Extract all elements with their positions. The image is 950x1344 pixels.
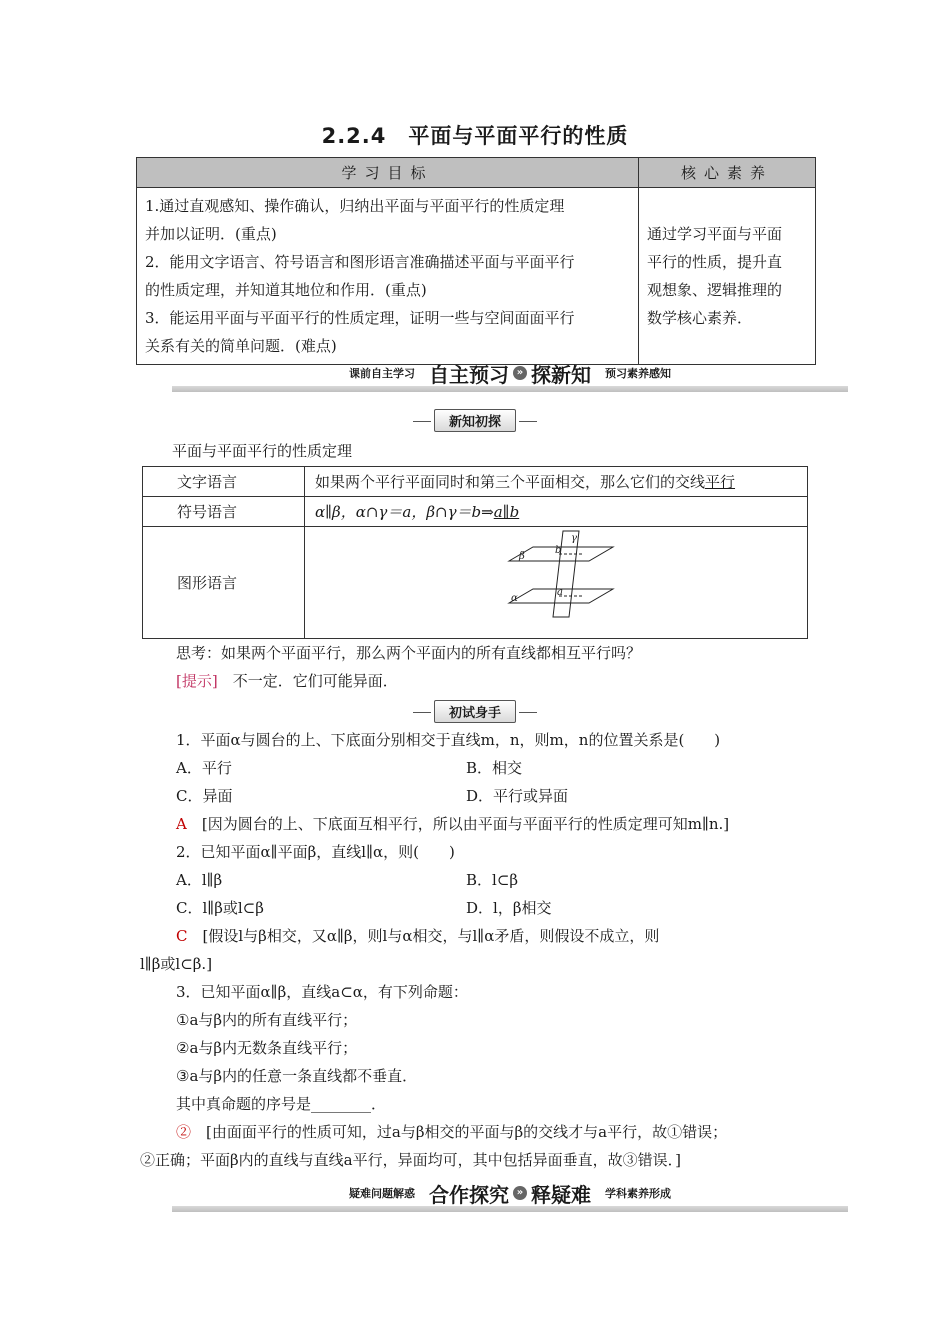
goals-header: 学习目标 <box>137 158 639 188</box>
q2-answer: C [假设l与β相交，又α∥β，则l与α相交，与l∥α矛盾，则假设不成立，则 <box>176 927 660 945</box>
think-question: 思考：如果两个平面平行，那么两个平面内的所有直线都相互平行吗？ <box>176 644 642 662</box>
tag-first-try: 初试身手 <box>0 700 950 723</box>
q3-answer-cont: ②正确；平面β内的直线与直线a平行，异面均可，其中包括异面垂直，故③错误．] <box>140 1151 681 1169</box>
label-alpha: α <box>511 592 518 604</box>
label-gamma: γ <box>571 532 577 544</box>
q3-prop-2: ②a与β内无数条直线平行； <box>176 1039 358 1057</box>
q3-prop-3: ③a与β内的任意一条直线都不垂直． <box>176 1067 418 1085</box>
q3-ask: 其中真命题的序号是________． <box>176 1095 387 1113</box>
page-title: 2.2.4 平面与平面平行的性质 <box>321 124 629 148</box>
q2-option-b: B．l⊂β <box>466 871 519 889</box>
tag-new-knowledge: 新知初探 <box>0 409 950 432</box>
label-beta: β <box>519 550 525 562</box>
section-banner-explore: 疑难问题解惑 合作探究 » 释疑难 学科素养形成 <box>349 1182 671 1207</box>
label-a: a <box>557 586 563 598</box>
row-label-text: 文字语言 <box>143 467 305 497</box>
goals-table <box>136 157 816 365</box>
row-symbol-language: α∥β，α∩γ＝a，β∩γ＝b⇒a∥b <box>305 497 808 527</box>
q3-prop-1: ①a与β内的所有直线平行； <box>176 1011 358 1029</box>
arrow-icon: » <box>513 366 527 380</box>
theorem-title: 平面与平面平行的性质定理 <box>172 442 353 460</box>
q2-stem: 2．已知平面α∥平面β，直线l∥α，则( ) <box>176 843 455 861</box>
q2-option-d: D．l，β相交 <box>466 899 552 917</box>
q2-option-a: A．l∥β <box>176 871 223 889</box>
parallel-planes-figure <box>491 529 621 633</box>
q3-stem: 3．已知平面α∥β，直线a⊂α，有下列命题： <box>176 983 468 1001</box>
q1-option-a: A．平行 <box>176 759 232 777</box>
q2-option-c: C．l∥β或l⊂β <box>176 899 264 917</box>
core-literacy: 通过学习平面与平面 平行的性质，提升直 观想象、逻辑推理的 数学核心素养． <box>639 188 816 365</box>
row-text-language: 如果两个平行平面同时和第三个平面相交，那么它们的交线平行 <box>305 467 808 497</box>
banner-divider <box>172 386 848 392</box>
label-b: b <box>555 544 562 556</box>
q2-answer-cont: l∥β或l⊂β.] <box>140 955 213 973</box>
row-label-figure: 图形语言 <box>143 527 305 639</box>
q3-answer: ② [由面面平行的性质可知，过a与β相交的平面与β的交线才与a平行，故①错误； <box>176 1123 728 1141</box>
q1-stem: 1．平面α与圆台的上、下底面分别相交于直线m，n，则m，n的位置关系是( ) <box>176 731 721 749</box>
q1-option-b: B．相交 <box>466 759 523 777</box>
q1-option-d: D．平行或异面 <box>466 787 569 805</box>
q1-answer: A [因为圆台的上、下底面互相平行，所以由平面与平面平行的性质定理可知m∥n.] <box>176 815 730 833</box>
q1-option-c: C．异面 <box>176 787 233 805</box>
arrow-icon: » <box>513 1186 527 1200</box>
section-banner-preview: 课前自主学习 自主预习 » 探新知 预习素养感知 <box>349 362 671 387</box>
goals-list: 1.通过直观感知、操作确认，归纳出平面与平面平行的性质定理 并加以证明．(重点) 2．能用文字语言、符号语言和图形语言准确描述平面与平面平行 的性质定理，并知道其地位和作用．(重点) 3．能运用平面与平面平行的性质定理，证明一些与空间面面平行 关系有关的简单问题．(难点) <box>137 188 639 365</box>
banner-divider <box>172 1206 848 1212</box>
property-table <box>142 466 808 639</box>
row-label-symbol: 符号语言 <box>143 497 305 527</box>
row-figure <box>305 527 808 639</box>
core-header: 核心素养 <box>639 158 816 188</box>
hint: [提示] 不一定．它们可能异面． <box>176 672 398 690</box>
